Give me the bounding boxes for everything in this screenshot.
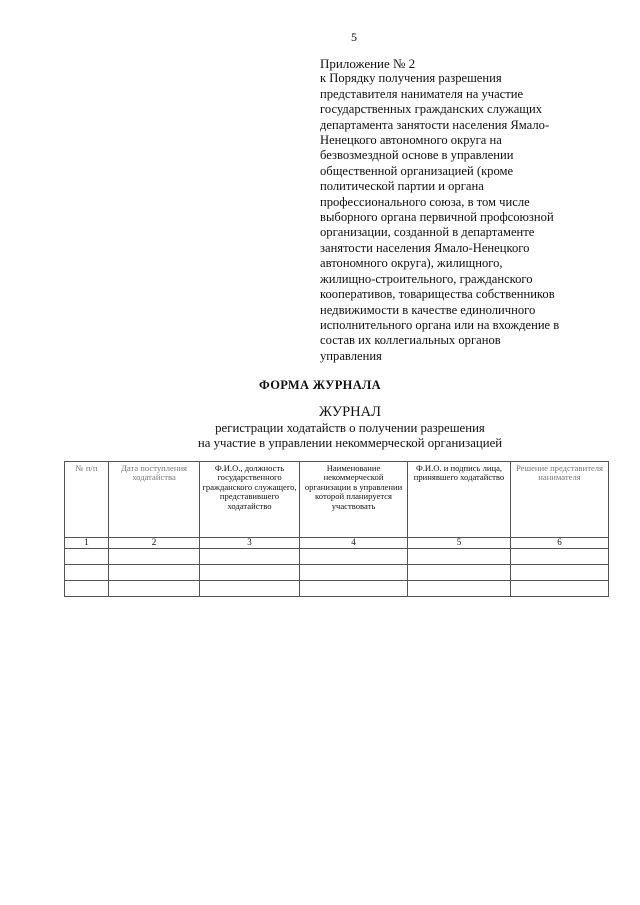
table-cell: [200, 565, 300, 581]
table-cell: [109, 581, 200, 597]
appendix-title: Приложение № 2: [320, 56, 416, 71]
journal-title: ЖУРНАЛ: [319, 404, 381, 420]
appendix-line: департамента занятости населения Ямало-: [320, 117, 550, 132]
table-cell: [200, 581, 300, 597]
page-number: 5: [351, 30, 357, 44]
appendix-line: состав их коллегиальных органов: [320, 333, 501, 348]
appendix-line: представителя нанимателя на участие: [320, 86, 524, 101]
table-cell: [511, 549, 609, 565]
appendix-line: организации, созданной в департаменте: [320, 225, 535, 240]
table-header-row: [65, 462, 609, 538]
column-number: 6: [511, 538, 609, 549]
column-number: 4: [300, 538, 408, 549]
appendix-line: государственных гражданских служащих: [320, 102, 543, 117]
table-cell: [109, 549, 200, 565]
appendix-line: управления: [320, 348, 382, 363]
journal-table: [64, 461, 609, 597]
column-number: 3: [200, 538, 300, 549]
table-cell: [408, 581, 511, 597]
column-header-decision: Решение представителя нанимателя: [511, 462, 609, 538]
table-row: [65, 581, 609, 597]
table-cell: [511, 581, 609, 597]
table-cell: [65, 549, 109, 565]
appendix-line: Ненецкого автономного округа на: [320, 133, 502, 148]
appendix-line: профессионального союза, в том числе: [320, 194, 530, 209]
table-cell: [65, 565, 109, 581]
table-row: [65, 565, 609, 581]
table-cell: [200, 549, 300, 565]
table-cell: [511, 565, 609, 581]
column-header-date: Дата поступления ходатайства: [109, 462, 200, 538]
table-cell: [408, 565, 511, 581]
appendix-block: [320, 56, 620, 364]
appendix-line: занятости населения Ямало-Ненецкого: [320, 240, 530, 255]
table-cell: [300, 565, 408, 581]
appendix-line: к Порядку получения разрешения: [320, 71, 502, 86]
table-cell: [109, 565, 200, 581]
journal-subtitle-line1: регистрации ходатайств о получении разрешения: [215, 421, 485, 435]
column-header-employee: Ф.И.О., должность государственного гражданского служащего, представившего ходатайство: [200, 462, 300, 538]
table-cell: [65, 581, 109, 597]
form-heading: ФОРМА ЖУРНАЛА: [259, 378, 381, 392]
appendix-line: политической партии и органа: [320, 179, 484, 194]
table-cell: [300, 549, 408, 565]
table-cell: [408, 549, 511, 565]
column-number: 1: [65, 538, 109, 549]
column-header-number: № п/п: [65, 462, 109, 538]
column-header-organization: Наименование некоммерческой организации в управлении которой планируется участвовать: [300, 462, 408, 538]
appendix-line: исполнительного органа или на вхождение в: [320, 317, 560, 332]
appendix-line: автономного округа), жилищного,: [320, 256, 503, 271]
table-cell: [300, 581, 408, 597]
appendix-line: жилищно-строительного, гражданского: [320, 271, 533, 286]
table-row: [65, 549, 609, 565]
column-number: 5: [408, 538, 511, 549]
column-number: 2: [109, 538, 200, 549]
appendix-line: выборного органа первичной профсоюзной: [320, 210, 554, 225]
appendix-line: общественной организацией (кроме: [320, 163, 514, 178]
column-number-row: [65, 538, 609, 549]
appendix-line: кооперативов, товарищества собственников: [320, 287, 555, 302]
journal-subtitle-line2: на участие в управлении некоммерческой организацией: [197, 436, 503, 450]
appendix-line: недвижимости в качестве единоличного: [320, 302, 536, 317]
column-header-receiver: Ф.И.О. и подпись лица, принявшего ходатайство: [408, 462, 511, 538]
appendix-line: безвозмездной основе в управлении: [320, 148, 514, 163]
